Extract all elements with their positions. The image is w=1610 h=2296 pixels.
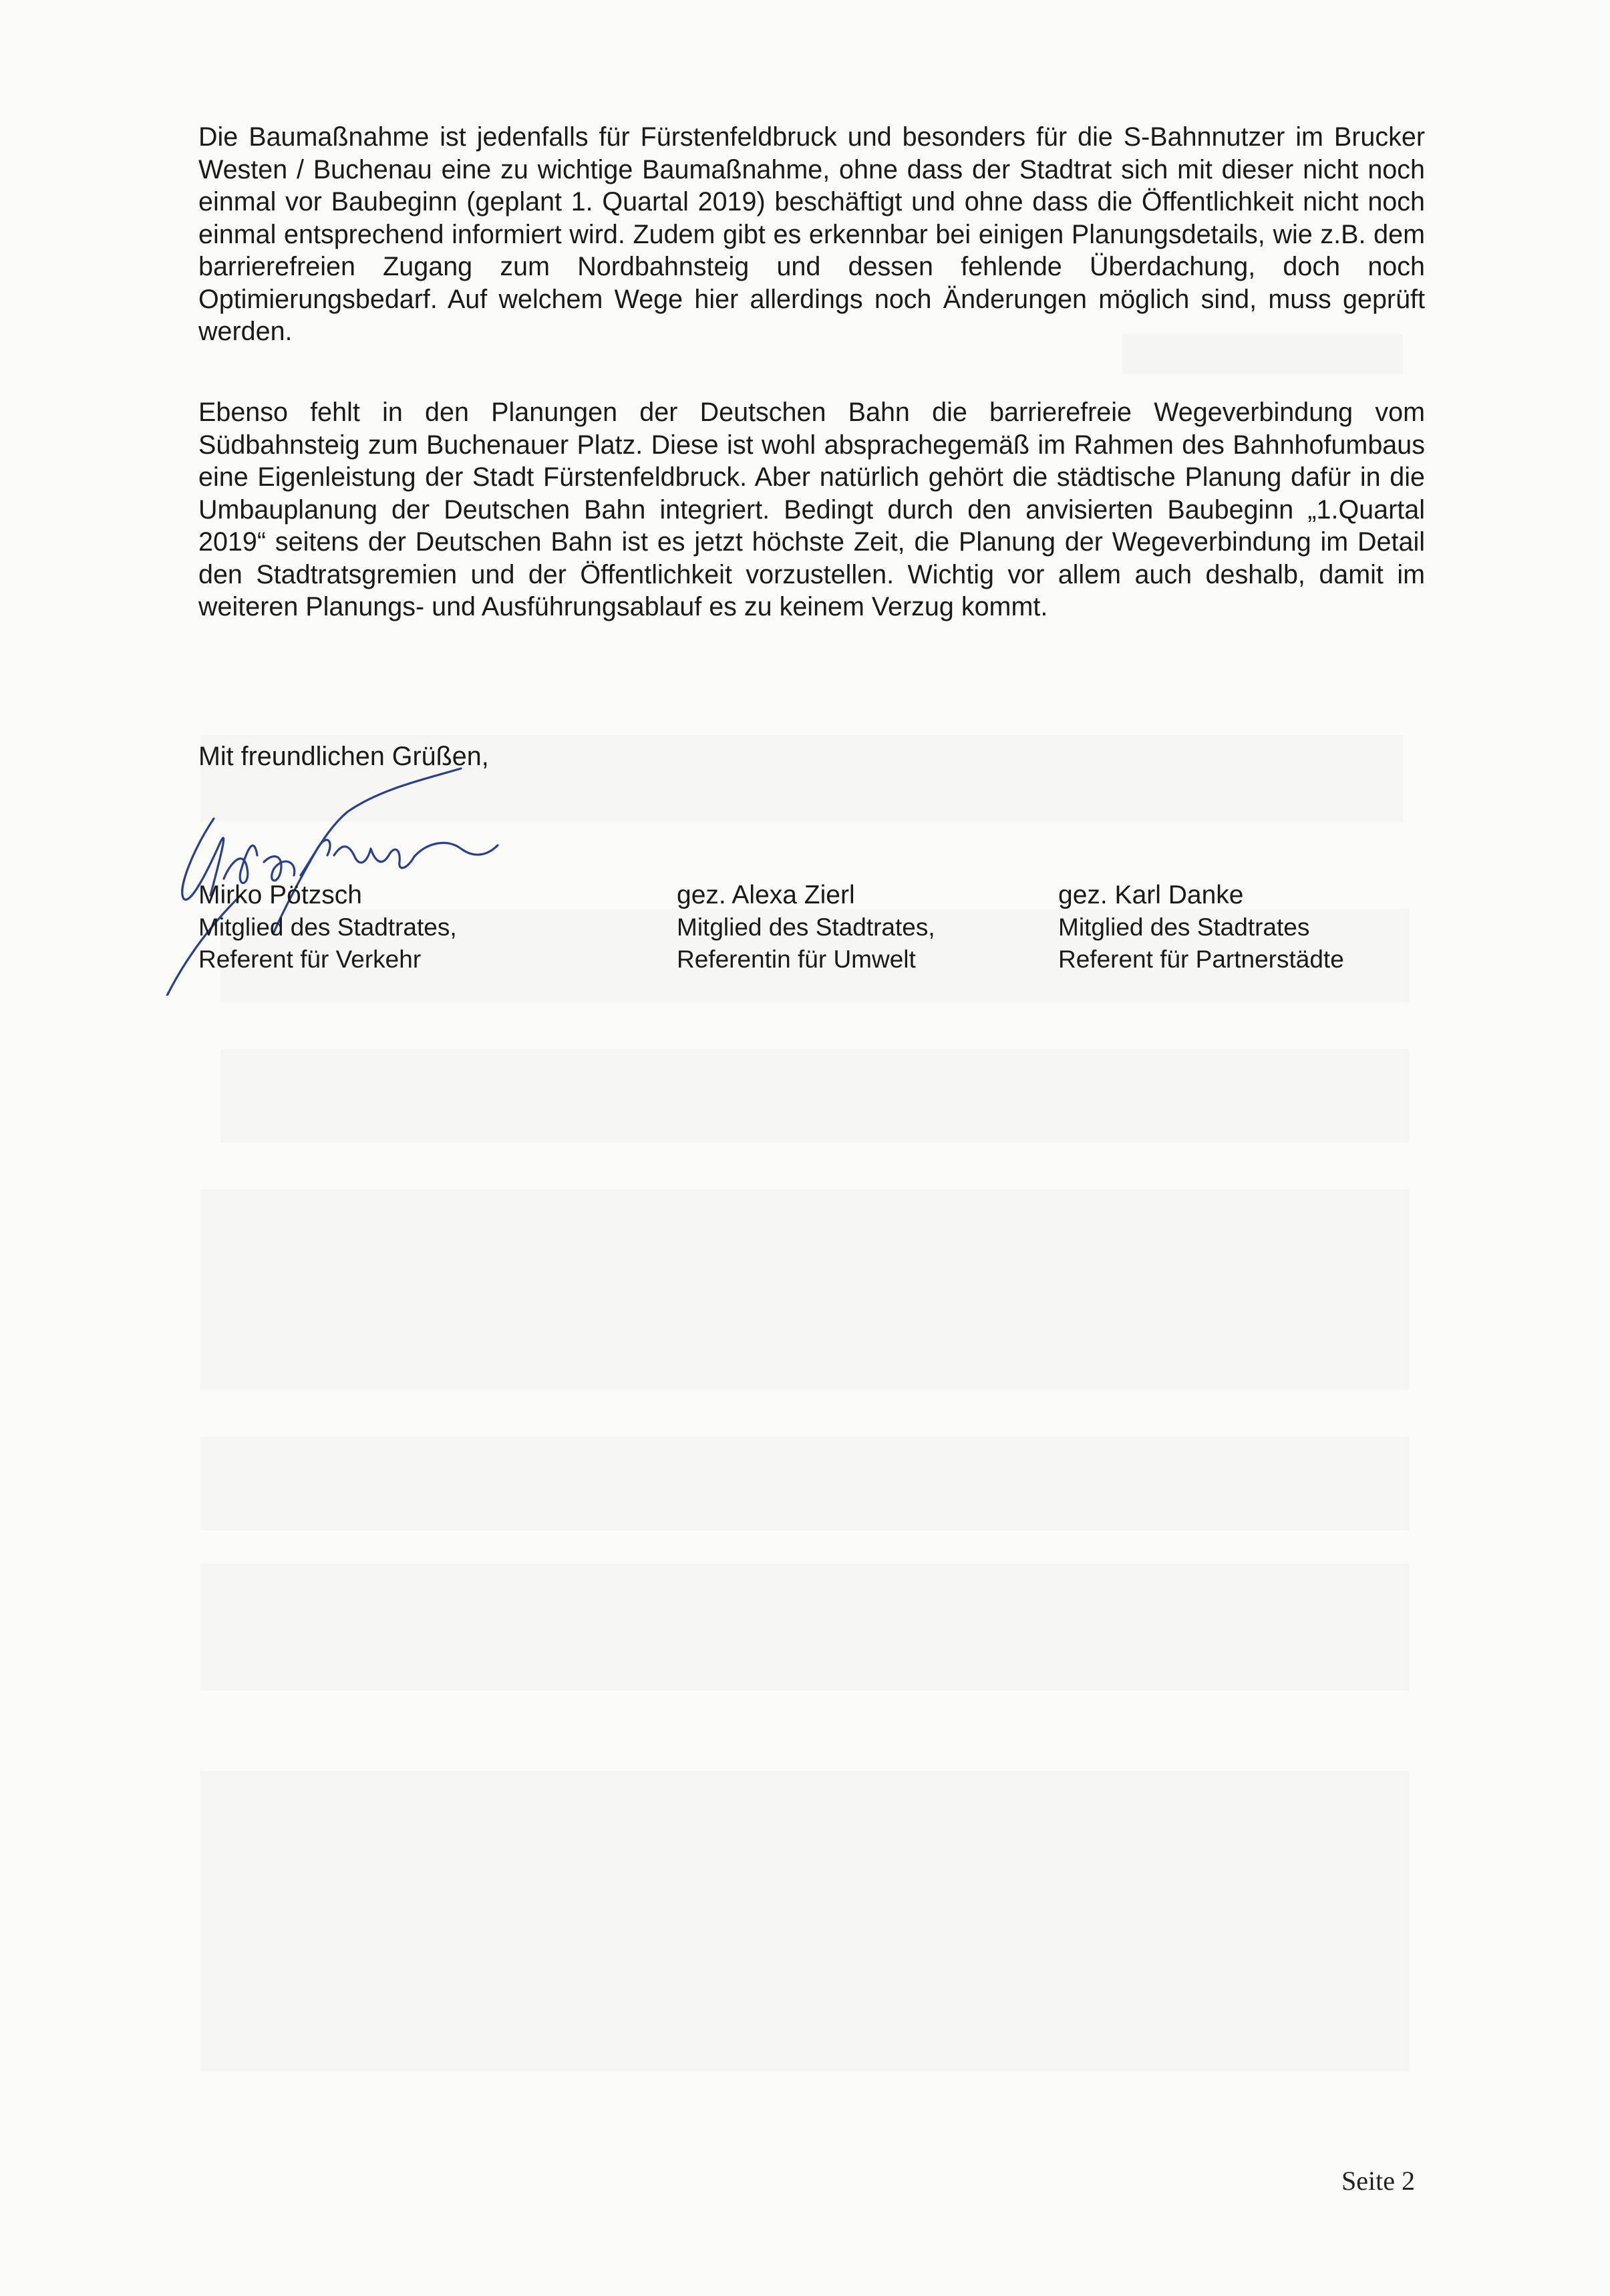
signatory-title: Referent für Verkehr xyxy=(198,946,422,973)
body-paragraph-2: Ebenso fehlt in den Planungen der Deutschen Bahn die barrierefreie Wegeverbindung vom Südbahnsteig zum Buchenauer Platz. Diese ist wohl absprachegemäß im Rahmen des Bahnhofumbaus eine Eigenleistung der Stadt Fürstenfeldbruck. Aber natürlich gehört die städtische Planung dafür in die Umbauplanung der Deutschen Bahn integriert. Bedingt durch den anvisierten Baubeginn „1.Quartal 2019“ seitens der Deutschen Bahn ist es jetzt höchste Zeit, die Planung der Wegeverbindung im Detail den Stadtratsgremien und der Öffentlichkeit vorzustellen. Wichtig vor allem auch deshalb, damit im weiteren Planungs- und Ausführungsablauf es zu keinem Verzug kommt. xyxy=(198,398,1425,621)
signatory-role: Mitglied des Stadtrates xyxy=(1058,913,1310,941)
show-through-text xyxy=(200,1189,1410,1390)
signatory-role: Mitglied des Stadtrates, xyxy=(198,913,457,941)
signatory-zierl xyxy=(677,879,935,976)
show-through-text xyxy=(220,1049,1410,1143)
signatory-name: gez. Alexa Zierl xyxy=(677,881,855,909)
signatory-title: Referentin für Umwelt xyxy=(677,946,916,973)
body-paragraph-1: Die Baumaßnahme ist jedenfalls für Fürstenfeldbruck und besonders für die S-Bahnnutzer im Brucker Westen / Buchenau eine zu wichtige Baumaßnahme, ohne dass der Stadtrat sich mit dieser nicht noch einmal vor Baubeginn (geplant 1. Quartal 2019) beschäftigt und ohne dass die Öffentlichkeit nicht noch einmal entsprechend informiert wird. Zudem gibt es erkennbar bei einigen Planungsdetails, wie z.B. dem barrierefreien Zugang zum Nordbahnsteig und dessen fehlende Überdachung, doch noch Optimierungsbedarf. Auf welchem Wege hier allerdings noch Änderungen möglich sind, muss geprüft werden. xyxy=(198,122,1425,346)
closing-salutation: Mit freundlichen Grüßen, xyxy=(198,742,489,771)
signatory-danke xyxy=(1058,879,1344,976)
signatory-name: gez. Karl Danke xyxy=(1058,881,1244,909)
signatory-name: Mirko Pötzsch xyxy=(198,881,362,909)
signatory-pötzsch xyxy=(198,879,457,976)
page-number: Seite 2 xyxy=(1341,2166,1415,2196)
show-through-text xyxy=(200,1437,1410,1530)
signatory-role: Mitglied des Stadtrates, xyxy=(677,913,935,941)
show-through-text xyxy=(200,1564,1410,1691)
signatory-title: Referent für Partnerstädte xyxy=(1058,946,1344,973)
show-through-text xyxy=(200,1771,1410,2071)
